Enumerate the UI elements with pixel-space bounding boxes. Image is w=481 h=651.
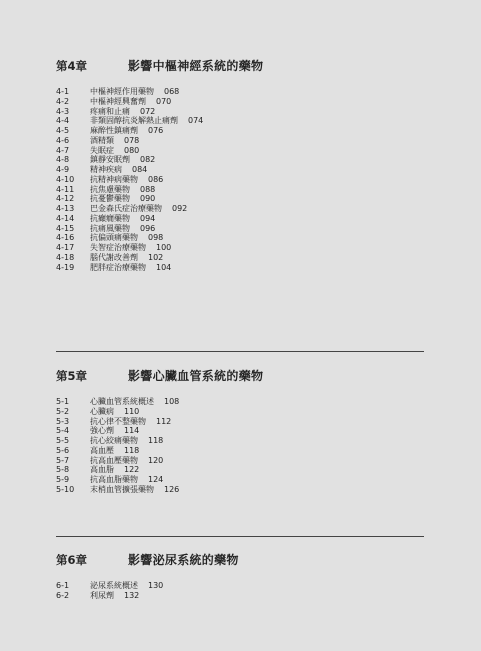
page-number: 096	[140, 223, 156, 233]
section-number: 6-2	[56, 590, 70, 600]
section-number: 4-2	[56, 96, 70, 106]
section-number: 4-13	[56, 204, 75, 213]
page-number: 086	[148, 174, 164, 184]
page-number: 132	[124, 590, 140, 600]
toc-entry	[56, 456, 424, 466]
page-number: 126	[164, 484, 180, 494]
section-number: 5-8	[56, 465, 70, 475]
toc-entry	[56, 426, 424, 436]
section-title: 抗憂鬱藥物	[90, 194, 130, 204]
page-number: 104	[156, 262, 172, 272]
page-number: 122	[124, 465, 140, 475]
section-title: 失眠症	[90, 145, 114, 155]
section-title: 高血脂	[90, 465, 114, 475]
page-number: 076	[148, 126, 164, 135]
toc-entry	[56, 446, 424, 456]
toc-entry	[56, 185, 424, 195]
section-number: 5-4	[56, 426, 70, 436]
section-number: 4-17	[56, 243, 75, 252]
section-number: 4-16	[56, 233, 75, 243]
section-number: 4-18	[56, 252, 75, 262]
page-number: 110	[124, 406, 140, 416]
section-number: 5-1	[56, 397, 70, 406]
page-number: 124	[148, 475, 164, 484]
section-title: 抗焦慮藥物	[90, 184, 130, 194]
chapter-heading	[56, 367, 424, 387]
section-title: 酒精類	[90, 135, 114, 145]
chapter-6-items	[56, 581, 424, 601]
page-number: 100	[156, 243, 172, 252]
chapter-5-items	[56, 397, 424, 495]
section-number: 4-15	[56, 223, 75, 233]
section-number: 5-2	[56, 406, 70, 416]
section-number: 4-19	[56, 262, 75, 272]
chapter-title: 影響泌尿系統的藥物	[128, 553, 239, 567]
toc-entry	[56, 224, 424, 234]
page-number: 118	[124, 445, 140, 455]
section-title: 中樞神經作用藥物	[90, 87, 154, 96]
chapter-number: 第5章	[56, 369, 88, 383]
section-number: 6-1	[56, 581, 70, 590]
toc-entry	[56, 87, 424, 97]
chapter-6	[56, 551, 424, 601]
page-number: 072	[140, 106, 156, 116]
section-number: 4-11	[56, 184, 75, 194]
chapter-heading	[56, 57, 424, 77]
toc-entry	[56, 155, 424, 165]
chapter-number: 第6章	[56, 553, 88, 567]
section-title: 抗精神病藥物	[90, 174, 138, 184]
toc-entry	[56, 243, 424, 253]
toc-entry	[56, 97, 424, 107]
toc-entry	[56, 253, 424, 263]
section-title: 非類固醇抗炎解熱止痛劑	[90, 116, 178, 126]
section-title: 末梢血管擴張藥物	[90, 484, 154, 494]
section-number: 5-3	[56, 416, 70, 426]
chapter-5	[56, 367, 424, 495]
section-title: 失智症治療藥物	[90, 243, 146, 252]
page-number: 112	[156, 416, 172, 426]
toc-entry	[56, 465, 424, 475]
section-number: 4-4	[56, 116, 70, 126]
page-number: 118	[148, 436, 164, 445]
page-number: 114	[124, 426, 140, 436]
page-number: 080	[124, 145, 140, 155]
section-title: 巴金森氏症治療藥物	[90, 204, 162, 213]
section-title: 心臟病	[90, 406, 114, 416]
section-title: 鎮靜安眠劑	[90, 155, 130, 165]
toc-entry	[56, 581, 424, 591]
section-title: 抗心絞痛藥物	[90, 436, 138, 445]
section-number: 5-5	[56, 436, 70, 445]
section-title: 高血壓	[90, 445, 114, 455]
section-number: 5-7	[56, 455, 70, 465]
section-number: 5-6	[56, 445, 70, 455]
section-title: 抗高血壓藥物	[90, 455, 138, 465]
chapter-heading	[56, 551, 424, 571]
page-number: 088	[140, 184, 156, 194]
page-number: 120	[148, 455, 164, 465]
section-title: 抗癲癇藥物	[90, 213, 130, 223]
chapter-4	[56, 57, 424, 272]
chapter-4-items	[56, 87, 424, 272]
section-number: 4-3	[56, 106, 70, 116]
page-number: 084	[132, 165, 148, 174]
section-number: 4-6	[56, 135, 70, 145]
section-number: 4-9	[56, 165, 70, 174]
chapter-title: 影響中樞神經系統的藥物	[128, 59, 264, 73]
toc-entry	[56, 397, 424, 407]
section-title: 抗心律不整藥物	[90, 416, 146, 426]
section-title: 抗偏頭痛藥物	[90, 233, 138, 243]
toc-entry	[56, 204, 424, 214]
page-number: 130	[148, 581, 164, 590]
section-number: 4-10	[56, 174, 75, 184]
section-title: 疼痛和止痛	[90, 106, 130, 116]
page-number: 082	[140, 155, 156, 165]
chapter-divider	[56, 536, 424, 537]
section-title: 麻醉性鎮痛劑	[90, 126, 138, 135]
page-number: 074	[188, 116, 204, 126]
section-title: 心臟血管系統概述	[90, 397, 154, 406]
section-title: 抗痛風藥物	[90, 223, 130, 233]
toc-entry	[56, 126, 424, 136]
page-number: 078	[124, 135, 140, 145]
toc-entry	[56, 214, 424, 224]
chapter-divider	[56, 351, 424, 352]
toc-entry	[56, 591, 424, 601]
toc-entry	[56, 146, 424, 156]
section-title: 中樞神經興奮劑	[90, 96, 146, 106]
toc-entry	[56, 107, 424, 117]
toc-entry	[56, 136, 424, 146]
section-number: 4-12	[56, 194, 75, 204]
section-title: 抗高血脂藥物	[90, 475, 138, 484]
section-number: 4-8	[56, 155, 70, 165]
chapter-number: 第4章	[56, 59, 88, 73]
section-title: 腦代謝改善劑	[90, 252, 138, 262]
section-title: 利尿劑	[90, 590, 114, 600]
page-number: 102	[148, 252, 164, 262]
toc-entry	[56, 263, 424, 273]
section-number: 4-14	[56, 213, 75, 223]
section-title: 精神疾病	[90, 165, 122, 174]
toc-entry	[56, 233, 424, 243]
section-number: 4-7	[56, 145, 70, 155]
toc-entry	[56, 165, 424, 175]
section-title: 肥胖症治療藥物	[90, 262, 146, 272]
section-title: 泌尿系統概述	[90, 581, 138, 590]
toc-entry	[56, 485, 424, 495]
page-number: 092	[172, 204, 188, 213]
toc-entry	[56, 436, 424, 446]
page-number: 094	[140, 213, 156, 223]
section-number: 5-10	[56, 484, 75, 494]
toc-entry	[56, 475, 424, 485]
page-number: 070	[156, 96, 172, 106]
page-number: 068	[164, 87, 180, 96]
page-number: 090	[140, 194, 156, 204]
section-title: 強心劑	[90, 426, 114, 436]
toc-entry	[56, 407, 424, 417]
toc-entry	[56, 175, 424, 185]
toc-entry	[56, 194, 424, 204]
toc-entry	[56, 417, 424, 427]
chapter-title: 影響心臟血管系統的藥物	[128, 369, 264, 383]
section-number: 4-5	[56, 126, 70, 135]
section-number: 4-1	[56, 87, 70, 96]
toc-entry	[56, 116, 424, 126]
section-number: 5-9	[56, 475, 70, 484]
page-number: 098	[148, 233, 164, 243]
page-number: 108	[164, 397, 180, 406]
